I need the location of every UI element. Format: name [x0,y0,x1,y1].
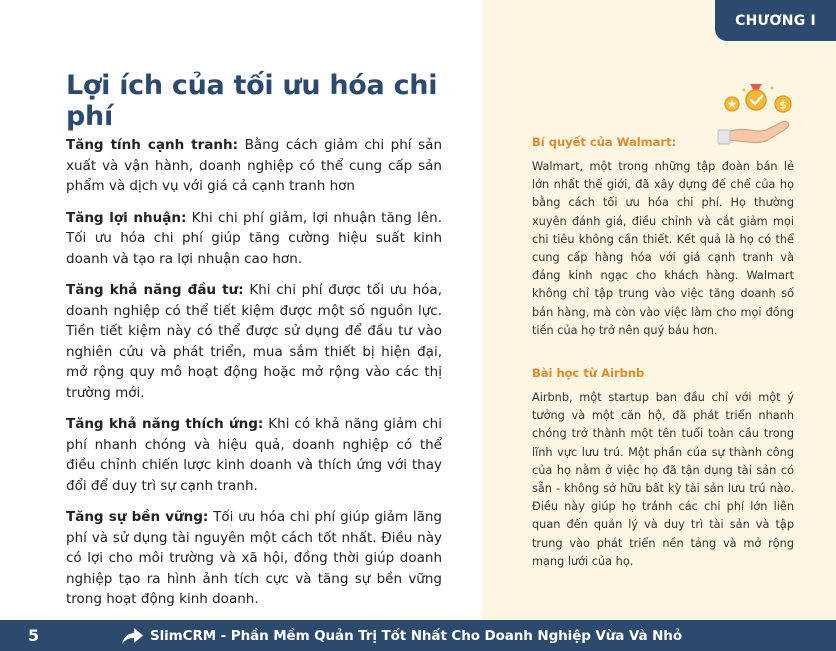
right-column [532,135,794,571]
paragraph-competitiveness [66,135,442,197]
page-title: Lợi ích của tối ưu hóa chi phí [66,70,438,132]
paragraph-lead: Tăng khả năng đầu tư: [66,282,244,298]
footer-brand [120,620,682,651]
paragraph-investment [66,280,442,403]
paragraph-text: Bằng cách giảm chi phí sản xuất và vận hành, doanh nghiệp có thể cung cấp sản phẩm và dịch vụ với giá cả cạnh tranh hơn [66,137,442,194]
paragraph-lead: Tăng khả năng thích ứng: [66,416,264,432]
airbnb-heading: Bài học từ Airbnb [532,366,645,381]
left-column [66,135,442,621]
airbnb-text: Airbnb, một startup ban đầu chỉ với một ý tưởng và một căn hộ, đã phát triển nhanh chóng trở thành một tên tuổi toàn cầu trong lĩnh vực lưu trú. Một phần của sự thành công của họ nằm ở việc họ đã tận dụng tài sản có sẵn - không sở hữu bất kỳ tài sản lưu trú nào. Điều này giúp họ tránh các chi phí lớn liên quan đến quản lý và duy trì tài sản và tập trung vào phát triển nền tảng và mở rộng mạng lưới của họ. [532,391,794,568]
paragraph-profit [66,208,442,270]
paragraph-text: Khi chi phí được tối ưu hóa, doanh nghiệp có thể tiết kiệm được một số nguồn lực. Tiền tiết kiệm này có thể được sử dụng để đầu tư vào nghiên cứu và phát triển, mua sắm thiết bị hiện đại, mở rộng quy mô hoạt động hoặc mở rộng vào các thị trường mới. [66,282,442,401]
paragraph-text: Khi chi phí giảm, lợi nhuận tăng lên. Tối ưu hóa chi phí giúp tăng cường hiệu suất kinh doanh và tạo ra lợi nhuận cao hơn. [66,209,442,267]
chapter-tab: CHƯƠNG I [715,0,836,41]
paragraph-text: Khi có khả năng giảm chi phí nhanh chóng và hiệu quả, doanh nghiệp có thể điều chỉnh chiến lược kinh doanh và thích ứng với thay đổi để duy trì sự cạnh tranh. [66,416,442,494]
paragraph-lead: Tăng lợi nhuận: [66,209,187,226]
paragraph-lead: Tăng sự bền vững: [66,509,209,525]
paragraph-lead: Tăng tính cạnh tranh: [66,137,239,153]
paragraph-sustainability [66,507,442,610]
walmart-block [532,135,794,340]
airbnb-block [532,366,794,571]
svg-text:$: $ [779,98,787,112]
walmart-heading: Bí quyết của Walmart: [532,135,677,149]
page-footer [0,620,836,651]
paragraph-adaptability [66,414,442,496]
walmart-text: Walmart, một trong những tập đoàn bán lẻ lớn nhất thế giới, đã xây dựng đế chế của họ bằng cách tối ưu hóa chi phí. Họ thường xuyên đánh giá, điều chỉnh và cắt giảm mọi chi tiêu không cần thiết. Kết quả là họ có thể cung cấp hàng hóa với giá cạnh tranh và đáng kinh ngạc cho khách hàng. Walmart không chỉ tập trung vào việc tăng doanh số bán hàng, mà còn vào việc làm cho mọi đồng tiền của họ trở nên quý báu hơn. [532,160,794,337]
page-number: 5 [28,626,40,645]
share-arrow-icon [120,626,144,646]
paragraph-text: Tối ưu hóa chi phí giúp giảm lãng phí và sử dụng tài nguyên một cách tốt nhất. Điều này có lợi cho môi trường và xã hội, đồng thời giúp doanh nghiệp tạo ra hình ảnh tích cực và tăng sự bền vững trong hoạt động kinh doanh. [66,509,442,607]
footer-text: SlimCRM - Phần Mềm Quản Trị Tốt Nhất Cho Doanh Nghiệp Vừa Và Nhỏ [150,627,682,644]
